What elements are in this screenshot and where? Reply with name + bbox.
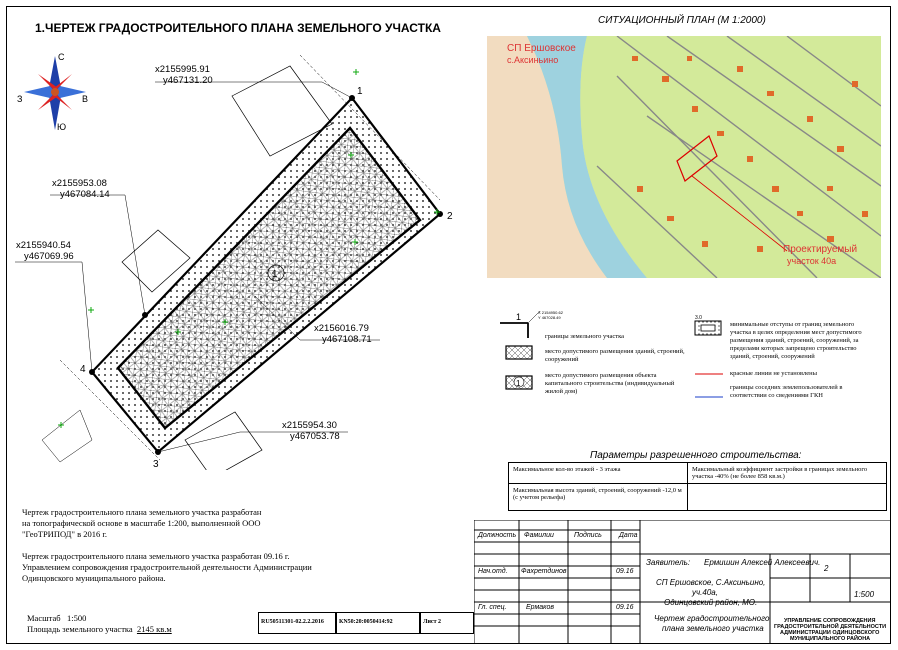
compass-east: В: [82, 94, 89, 104]
stamp-row2-name: Ермаков: [526, 604, 555, 611]
stamp-address-2: уч.40а,: [692, 588, 718, 597]
compass-north: С: [58, 52, 65, 62]
coordinate-label: x2155954.30 y467053.78: [282, 420, 340, 442]
situation-plan-title: СИТУАЦИОННЫЙ ПЛАН (М 1:2000): [598, 15, 766, 26]
legend-item-red-lines: красные линии не установлены: [730, 370, 817, 377]
stamp-doc-title-2: плана земельного участка: [662, 624, 764, 633]
legend-item-setback: минимальные отступы от границ земельного участка в целях определения мест допустимого размещения зданий, строений, сооружений, за пределами которых запрещено строительство зданий, строений, сооружений: [730, 321, 862, 360]
area-info: [27, 624, 172, 635]
legend-line-coord-x: X 2154950.62: [538, 310, 563, 315]
legend-item-boundary: границы земельного участка: [545, 333, 625, 340]
stamp-col-date: Дата: [619, 532, 638, 539]
situation-map: [487, 36, 881, 278]
map-label-plot-number: участок 40а: [787, 256, 837, 266]
map-label-village: с.Аксиньино: [507, 55, 559, 65]
sheet-label: Лист 2: [420, 612, 474, 634]
param-floors: Максимальное кол-во этажей - 3 этажа: [509, 463, 688, 484]
legend-item-neighbours: границы соседних землепользователей в соответствии со сведениями ГКН: [730, 384, 843, 399]
stamp-org-2: ГРАДОСТРОИТЕЛЬНОЙ ДЕЯТЕЛЬНОСТИ: [774, 624, 887, 630]
stamp-address-1: СП Ершовское, С.Аксиньино,: [656, 578, 766, 587]
stamp-row2-position: Гл. спец.: [478, 604, 507, 611]
coordinate-label: x2155953.08 y467084.14: [52, 178, 110, 200]
coordinate-label: x2155995.91 y467131.20: [155, 64, 213, 86]
coordinate-label: x2155940.54 y467069.96: [16, 240, 74, 262]
drawing-title: 1.ЧЕРТЕЖ ГРАДОСТРОИТЕЛЬНОГО ПЛАНА ЗЕМЕЛЬНОГО УЧАСТКА: [35, 21, 441, 35]
stamp-org-3: АДМИНИСТРАЦИИ ОДИНЦОВСКОГО: [780, 630, 880, 636]
neighbour-plot: [42, 410, 92, 462]
point-label-4: 4: [80, 364, 86, 375]
land-plot-plan: [0, 0, 480, 470]
point-label-1: 1: [357, 86, 363, 97]
params-title: Параметры разрешенного строительства:: [590, 450, 802, 461]
stamp-address-3: Одинцовский район, МО.: [664, 598, 758, 607]
point-label-3: 3: [153, 459, 159, 470]
param-height: Максимальная высота зданий, строений, сооружений -12,0 м (с учетом рельефа): [509, 484, 688, 511]
stamp-col-surname: Фамилии: [524, 532, 554, 539]
legend-symbols-right: [693, 312, 729, 404]
stamp-org-4: МУНИЦИПАЛЬНОГО РАЙОНА: [790, 636, 871, 642]
param-coefficient: Максимальный коэффициент застройки в границах земельного участка -40% (не более 858 кв.м.): [688, 463, 887, 484]
scale-info: [27, 613, 86, 624]
legend-line-coord-y: Y 467028.49: [538, 315, 561, 320]
stamp-col-signature: Подпись: [574, 532, 602, 539]
point-label-2: 2: [447, 211, 453, 222]
params-table: [508, 462, 887, 511]
note-development: Чертеж градостроительного плана земельного участка разработан 09.16 г. Управлением сопровождения градостроительной деятельности Администрации Одинцовского муниципального района.: [22, 551, 312, 583]
scale-label: Масштаб: [27, 613, 61, 623]
map-label-plot: Проектируемый: [783, 244, 858, 255]
cadastral-number: КN50:20:0050414:92: [336, 612, 420, 634]
compass-south: Ю: [57, 122, 67, 132]
legend-setback-number: 3.0: [695, 315, 702, 321]
scale-value: 1:500: [66, 613, 87, 623]
note-topographic-basis: Чертеж градостроительного плана земельного участка разработан на топографической основе в масштабе 1:200, выполненной ООО "ГеоТРИПОД" в 2016 г.: [22, 507, 262, 539]
stamp-doc-title-1: Чертеж градостроительного: [654, 614, 770, 623]
zone-number: 1: [272, 269, 278, 280]
stamp-sheet-number: 2: [824, 564, 829, 573]
area-label: Площадь земельного участка: [27, 624, 133, 634]
title-block: [474, 520, 891, 644]
coordinate-label: x2156016.79 y467108.71: [314, 323, 372, 345]
legend-item-capital-object: место допустимого размещения объекта капитального строительства (индивидуальный жилой дом): [545, 372, 675, 395]
document-code: RU50511301-02.2.2.2016: [258, 612, 336, 634]
stamp-row2-date: 09.16: [616, 604, 634, 611]
stamp-row1-name: Фахретдинов: [521, 568, 567, 575]
legend-item3-number: 1: [516, 379, 521, 388]
legend-line-number: 1: [516, 312, 522, 322]
legend-item-allowed-zone: место допустимого размещения зданий, строений, сооружений: [545, 348, 685, 363]
area-value: 2145 кв.м: [136, 624, 172, 634]
stamp-scale: 1:500: [854, 590, 875, 599]
map-label-settlement: СП Ершовское: [507, 43, 576, 54]
allowed-construction-zone: [118, 128, 420, 428]
compass-west: З: [17, 94, 23, 104]
stamp-applicant-label: Заявитель:: [646, 558, 691, 567]
stamp-col-position: Должность: [478, 532, 517, 539]
stamp-org-1: УПРАВЛЕНИЕ СОПРОВОЖДЕНИЯ: [784, 618, 876, 624]
stamp-row1-date: 09.16: [616, 568, 634, 575]
stamp-applicant: Ермишин Алексей Алексеевич.: [704, 558, 821, 567]
stamp-row1-position: Нач.отд.: [478, 568, 508, 575]
